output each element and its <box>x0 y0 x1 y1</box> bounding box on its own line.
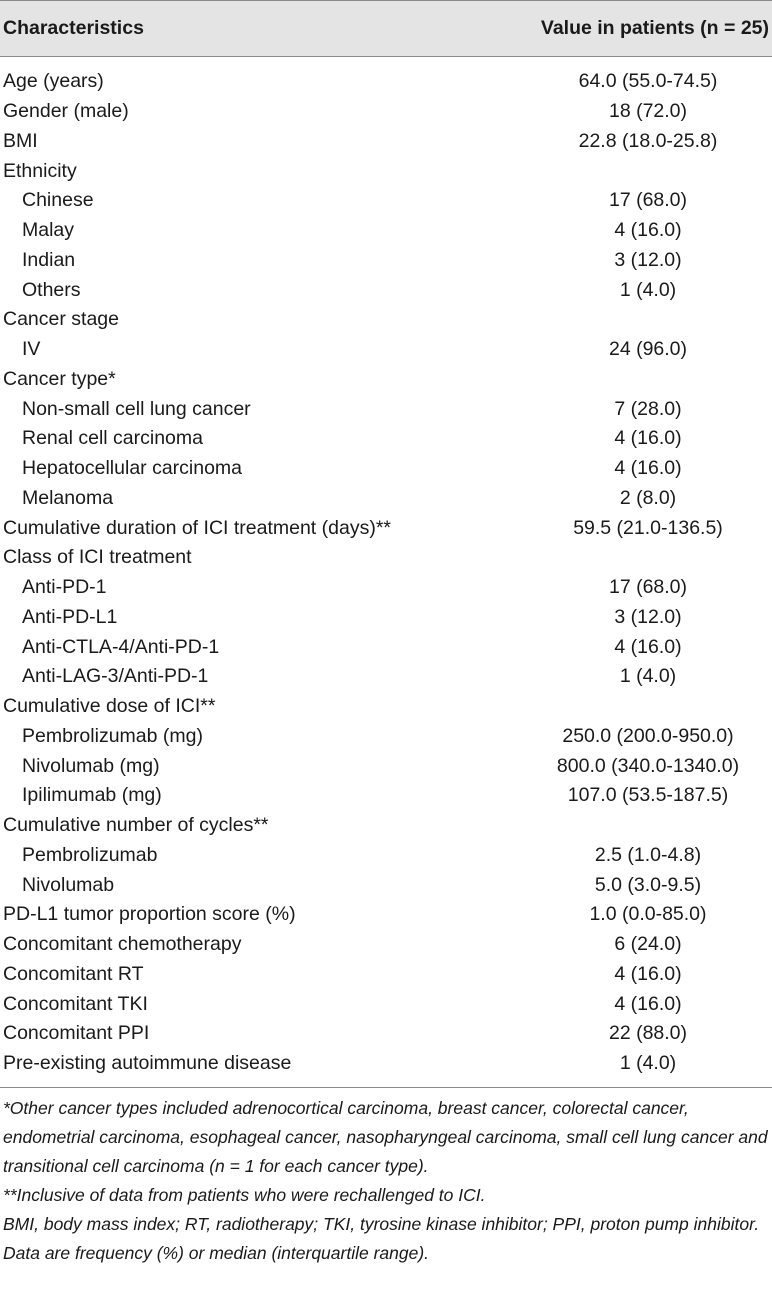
row-label: Concomitant TKI <box>3 992 148 1015</box>
table-header <box>0 0 772 57</box>
table-row <box>0 632 772 662</box>
row-label: Concomitant RT <box>3 962 144 985</box>
table-row <box>0 365 772 395</box>
table-row <box>0 543 772 573</box>
table-row <box>0 573 772 603</box>
row-value: 17 (68.0) <box>608 576 688 599</box>
row-label: Anti-LAG-3/Anti-PD-1 <box>22 665 209 688</box>
row-value: 4 (16.0) <box>614 219 682 242</box>
row-label: Cumulative number of cycles** <box>3 814 269 837</box>
row-value: 4 (16.0) <box>614 427 682 450</box>
row-value: 3 (12.0) <box>614 248 682 271</box>
table-row <box>0 781 772 811</box>
row-label: Ipilimumab (mg) <box>22 784 162 807</box>
row-value: 6 (24.0) <box>614 933 682 956</box>
row-label: Anti-CTLA-4/Anti-PD-1 <box>22 635 220 658</box>
footnote-abbreviations: BMI, body mass index; RT, radiotherapy; TKI, tyrosine kinase inhibitor; PPI, proton pump inhibitor. <box>3 1213 760 1234</box>
footnote-cancer-types: *Other cancer types included adrenocortical carcinoma, breast cancer, colorectal cancer, endometrial carcinoma, esophageal cancer, nasopharyngeal carcinoma, small cell lung cancer and transitional cell carcinoma (n = 1 for each cancer type). <box>3 1097 768 1176</box>
row-label: Age (years) <box>3 70 104 93</box>
row-value: 2 (8.0) <box>619 486 677 509</box>
row-label: Others <box>22 278 81 301</box>
footnote-rechallenged: **Inclusive of data from patients who were rechallenged to ICI. <box>3 1184 486 1205</box>
table-row <box>0 335 772 365</box>
row-value: 22.8 (18.0-25.8) <box>578 129 718 152</box>
footnote-data-format: Data are frequency (%) or median (interquartile range). <box>3 1242 430 1263</box>
row-label: Nivolumab <box>22 873 115 896</box>
table-row <box>0 216 772 246</box>
row-label: BMI <box>3 129 38 152</box>
table-row <box>0 989 772 1019</box>
row-value: 4 (16.0) <box>614 992 682 1015</box>
table-row <box>0 127 772 157</box>
table-row <box>0 1019 772 1049</box>
row-value: 22 (88.0) <box>608 1022 688 1045</box>
row-value: 4 (16.0) <box>614 635 682 658</box>
row-value: 2.5 (1.0-4.8) <box>594 843 702 866</box>
row-value: 107.0 (53.5-187.5) <box>567 784 729 807</box>
table-row <box>0 246 772 276</box>
row-label: PD-L1 tumor proportion score (%) <box>3 903 296 926</box>
row-label: IV <box>22 338 41 361</box>
row-label: Concomitant PPI <box>3 1022 150 1045</box>
row-value: 1 (4.0) <box>619 278 677 301</box>
header-value: Value in patients (n = 25) <box>540 17 769 39</box>
row-label: Gender (male) <box>3 100 129 123</box>
row-value: 4 (16.0) <box>614 457 682 480</box>
row-label: Melanoma <box>22 486 114 509</box>
table-footnotes <box>0 1088 772 1268</box>
row-value: 7 (28.0) <box>614 397 682 420</box>
row-label: Renal cell carcinoma <box>22 427 203 450</box>
table-row <box>0 692 772 722</box>
row-label: Pre-existing autoimmune disease <box>3 1052 292 1075</box>
row-label: Cancer stage <box>3 308 119 331</box>
table-row <box>0 156 772 186</box>
table-row <box>0 603 772 633</box>
row-label: Malay <box>22 219 75 242</box>
row-value: 17 (68.0) <box>608 189 688 212</box>
table-row <box>0 424 772 454</box>
table-row <box>0 1049 772 1079</box>
table-row <box>0 513 772 543</box>
table-row <box>0 484 772 514</box>
row-value: 4 (16.0) <box>614 962 682 985</box>
row-label: Pembrolizumab (mg) <box>22 724 203 747</box>
table-row <box>0 305 772 335</box>
row-label: Indian <box>22 248 76 271</box>
row-value: 5.0 (3.0-9.5) <box>594 873 702 896</box>
row-value: 18 (72.0) <box>608 100 688 123</box>
row-value: 24 (96.0) <box>608 338 688 361</box>
row-label: Pembrolizumab <box>22 843 158 866</box>
row-value: 800.0 (340.0-1340.0) <box>556 754 740 777</box>
table-body <box>0 57 772 1079</box>
table-row <box>0 960 772 990</box>
row-label: Concomitant chemotherapy <box>3 933 242 956</box>
row-value: 3 (12.0) <box>614 605 682 628</box>
table-row <box>0 186 772 216</box>
row-value: 1 (4.0) <box>619 1052 677 1075</box>
row-label: Hepatocellular carcinoma <box>22 457 243 480</box>
header-characteristics: Characteristics <box>3 17 144 39</box>
row-label: Cancer type* <box>3 367 116 390</box>
table-row <box>0 751 772 781</box>
row-label: Nivolumab (mg) <box>22 754 160 777</box>
table-row <box>0 67 772 97</box>
row-label: Anti-PD-L1 <box>22 605 118 628</box>
table-row <box>0 662 772 692</box>
table-row <box>0 870 772 900</box>
table-row <box>0 722 772 752</box>
table-row <box>0 811 772 841</box>
row-value: 64.0 (55.0-74.5) <box>578 70 718 93</box>
row-label: Anti-PD-1 <box>22 576 107 599</box>
table-row <box>0 394 772 424</box>
table-row <box>0 275 772 305</box>
row-value: 250.0 (200.0-950.0) <box>562 724 734 747</box>
row-label: Class of ICI treatment <box>3 546 192 569</box>
row-label: Cumulative duration of ICI treatment (days)** <box>3 516 392 539</box>
row-label: Ethnicity <box>3 159 77 182</box>
row-label: Chinese <box>22 189 94 212</box>
row-value: 1 (4.0) <box>619 665 677 688</box>
table-row <box>0 930 772 960</box>
row-label: Cumulative dose of ICI** <box>3 695 216 718</box>
table-row <box>0 454 772 484</box>
row-value: 1.0 (0.0-85.0) <box>589 903 707 926</box>
row-value: 59.5 (21.0-136.5) <box>573 516 723 539</box>
table-row <box>0 900 772 930</box>
table-row <box>0 97 772 127</box>
row-label: Non-small cell lung cancer <box>22 397 251 420</box>
table-row <box>0 841 772 871</box>
